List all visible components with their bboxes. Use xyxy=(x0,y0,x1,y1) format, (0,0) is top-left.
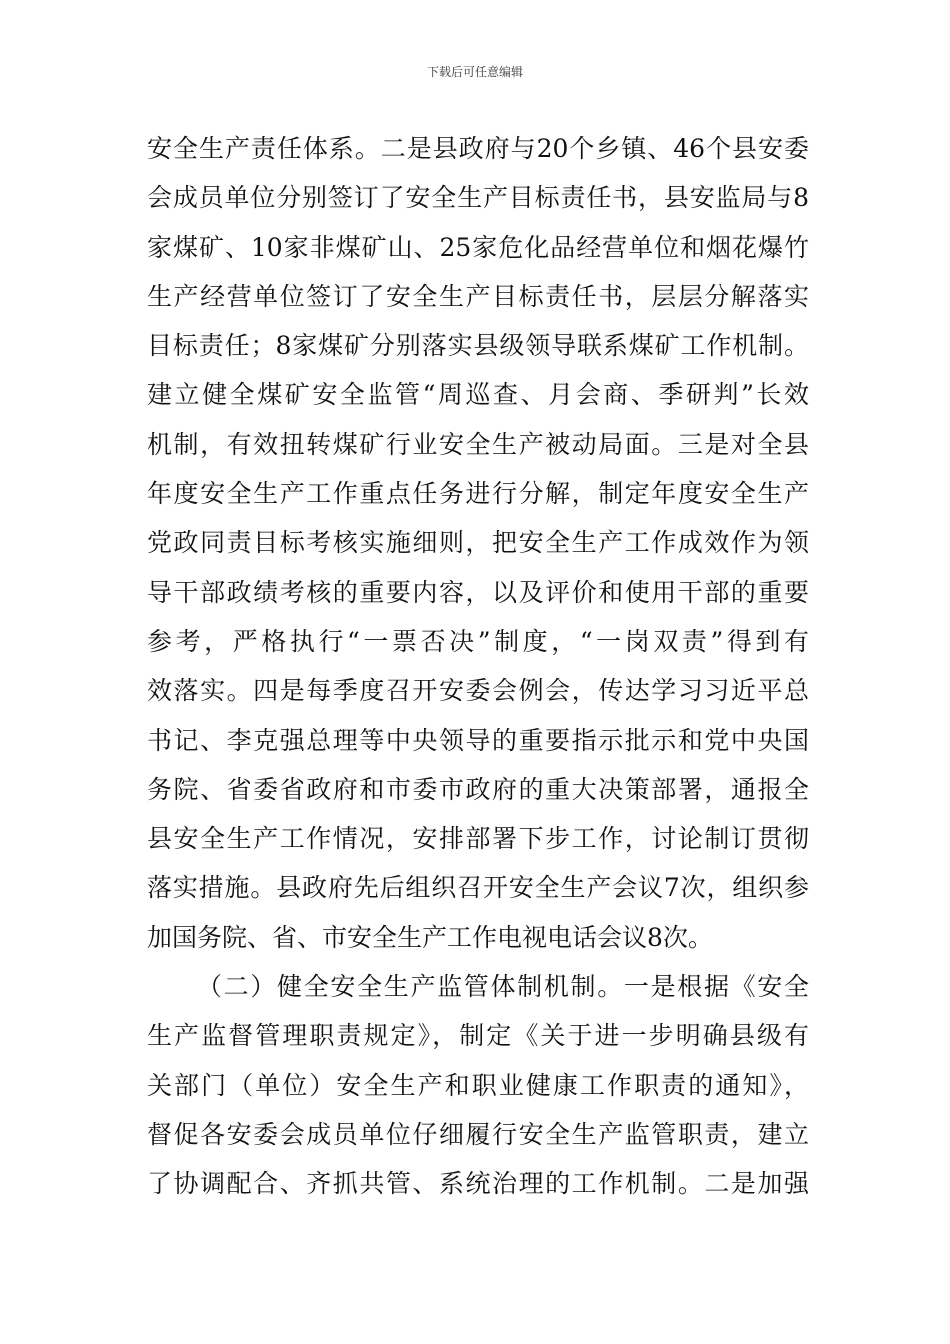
paragraph-line: 建立健全煤矿安全监管“周巡查、月会商、季研判”长效 xyxy=(147,380,809,410)
section-heading-line: （二）健全安全生产监管体制机制。一是根据《安全 xyxy=(197,972,809,1002)
paragraph-line: 生产经营单位签订了安全生产目标责任书，层层分解落实 xyxy=(147,281,809,311)
paragraph-line: 生产监督管理职责规定》，制定《关于进一步明确县级有 xyxy=(147,1021,809,1051)
paragraph-line: 年度安全生产工作重点任务进行分解，制定年度安全生产 xyxy=(147,479,809,509)
paragraph-line: 参考，严格执行“一票否决”制度，“一岗双责”得到有 xyxy=(147,626,809,656)
paragraph-line: 家煤矿、10家非煤矿山、25家危化品经营单位和烟花爆竹 xyxy=(147,232,809,262)
paragraph-line: 加国务院、省、市安全生产工作电视电话会议8次。 xyxy=(147,922,713,952)
paragraph-line: 书记、李克强总理等中央领导的重要指示批示和党中央国 xyxy=(147,725,809,755)
page-header: 下载后可任意编辑 xyxy=(426,65,523,79)
paragraph-line: 导干部政绩考核的重要内容，以及评价和使用干部的重要 xyxy=(147,577,809,607)
paragraph-line: 县安全生产工作情况，安排部署下步工作，讨论制订贯彻 xyxy=(147,824,809,854)
paragraph-line: 务院、省委省政府和市委市政府的重大决策部署，通报全 xyxy=(147,774,809,804)
paragraph-line: 关部门（单位）安全生产和职业健康工作职责的通知》， xyxy=(147,1070,809,1100)
paragraph-line: 落实措施。县政府先后组织召开安全生产会议7次，组织参 xyxy=(147,873,809,903)
paragraph-line: 了协调配合、齐抓共管、系统治理的工作机制。二是加强 xyxy=(147,1169,809,1199)
paragraph-line: 机制，有效扭转煤矿行业安全生产被动局面。三是对全县 xyxy=(147,429,809,459)
paragraph-line: 督促各安委会成员单位仔细履行安全生产监管职责，建立 xyxy=(147,1119,809,1149)
paragraph-line: 效落实。四是每季度召开安委会例会，传达学习习近平总 xyxy=(147,676,809,706)
paragraph-line: 目标责任；8家煤矿分别落实县级领导联系煤矿工作机制。 xyxy=(147,331,809,361)
document-body xyxy=(147,124,809,1209)
paragraph-line: 会成员单位分别签订了安全生产目标责任书，县安监局与8 xyxy=(147,183,809,213)
paragraph-line: 党政同责目标考核实施细则，把安全生产工作成效作为领 xyxy=(147,528,809,558)
paragraph-line: 安全生产责任体系。二是县政府与20个乡镇、46个县安委 xyxy=(147,134,809,163)
